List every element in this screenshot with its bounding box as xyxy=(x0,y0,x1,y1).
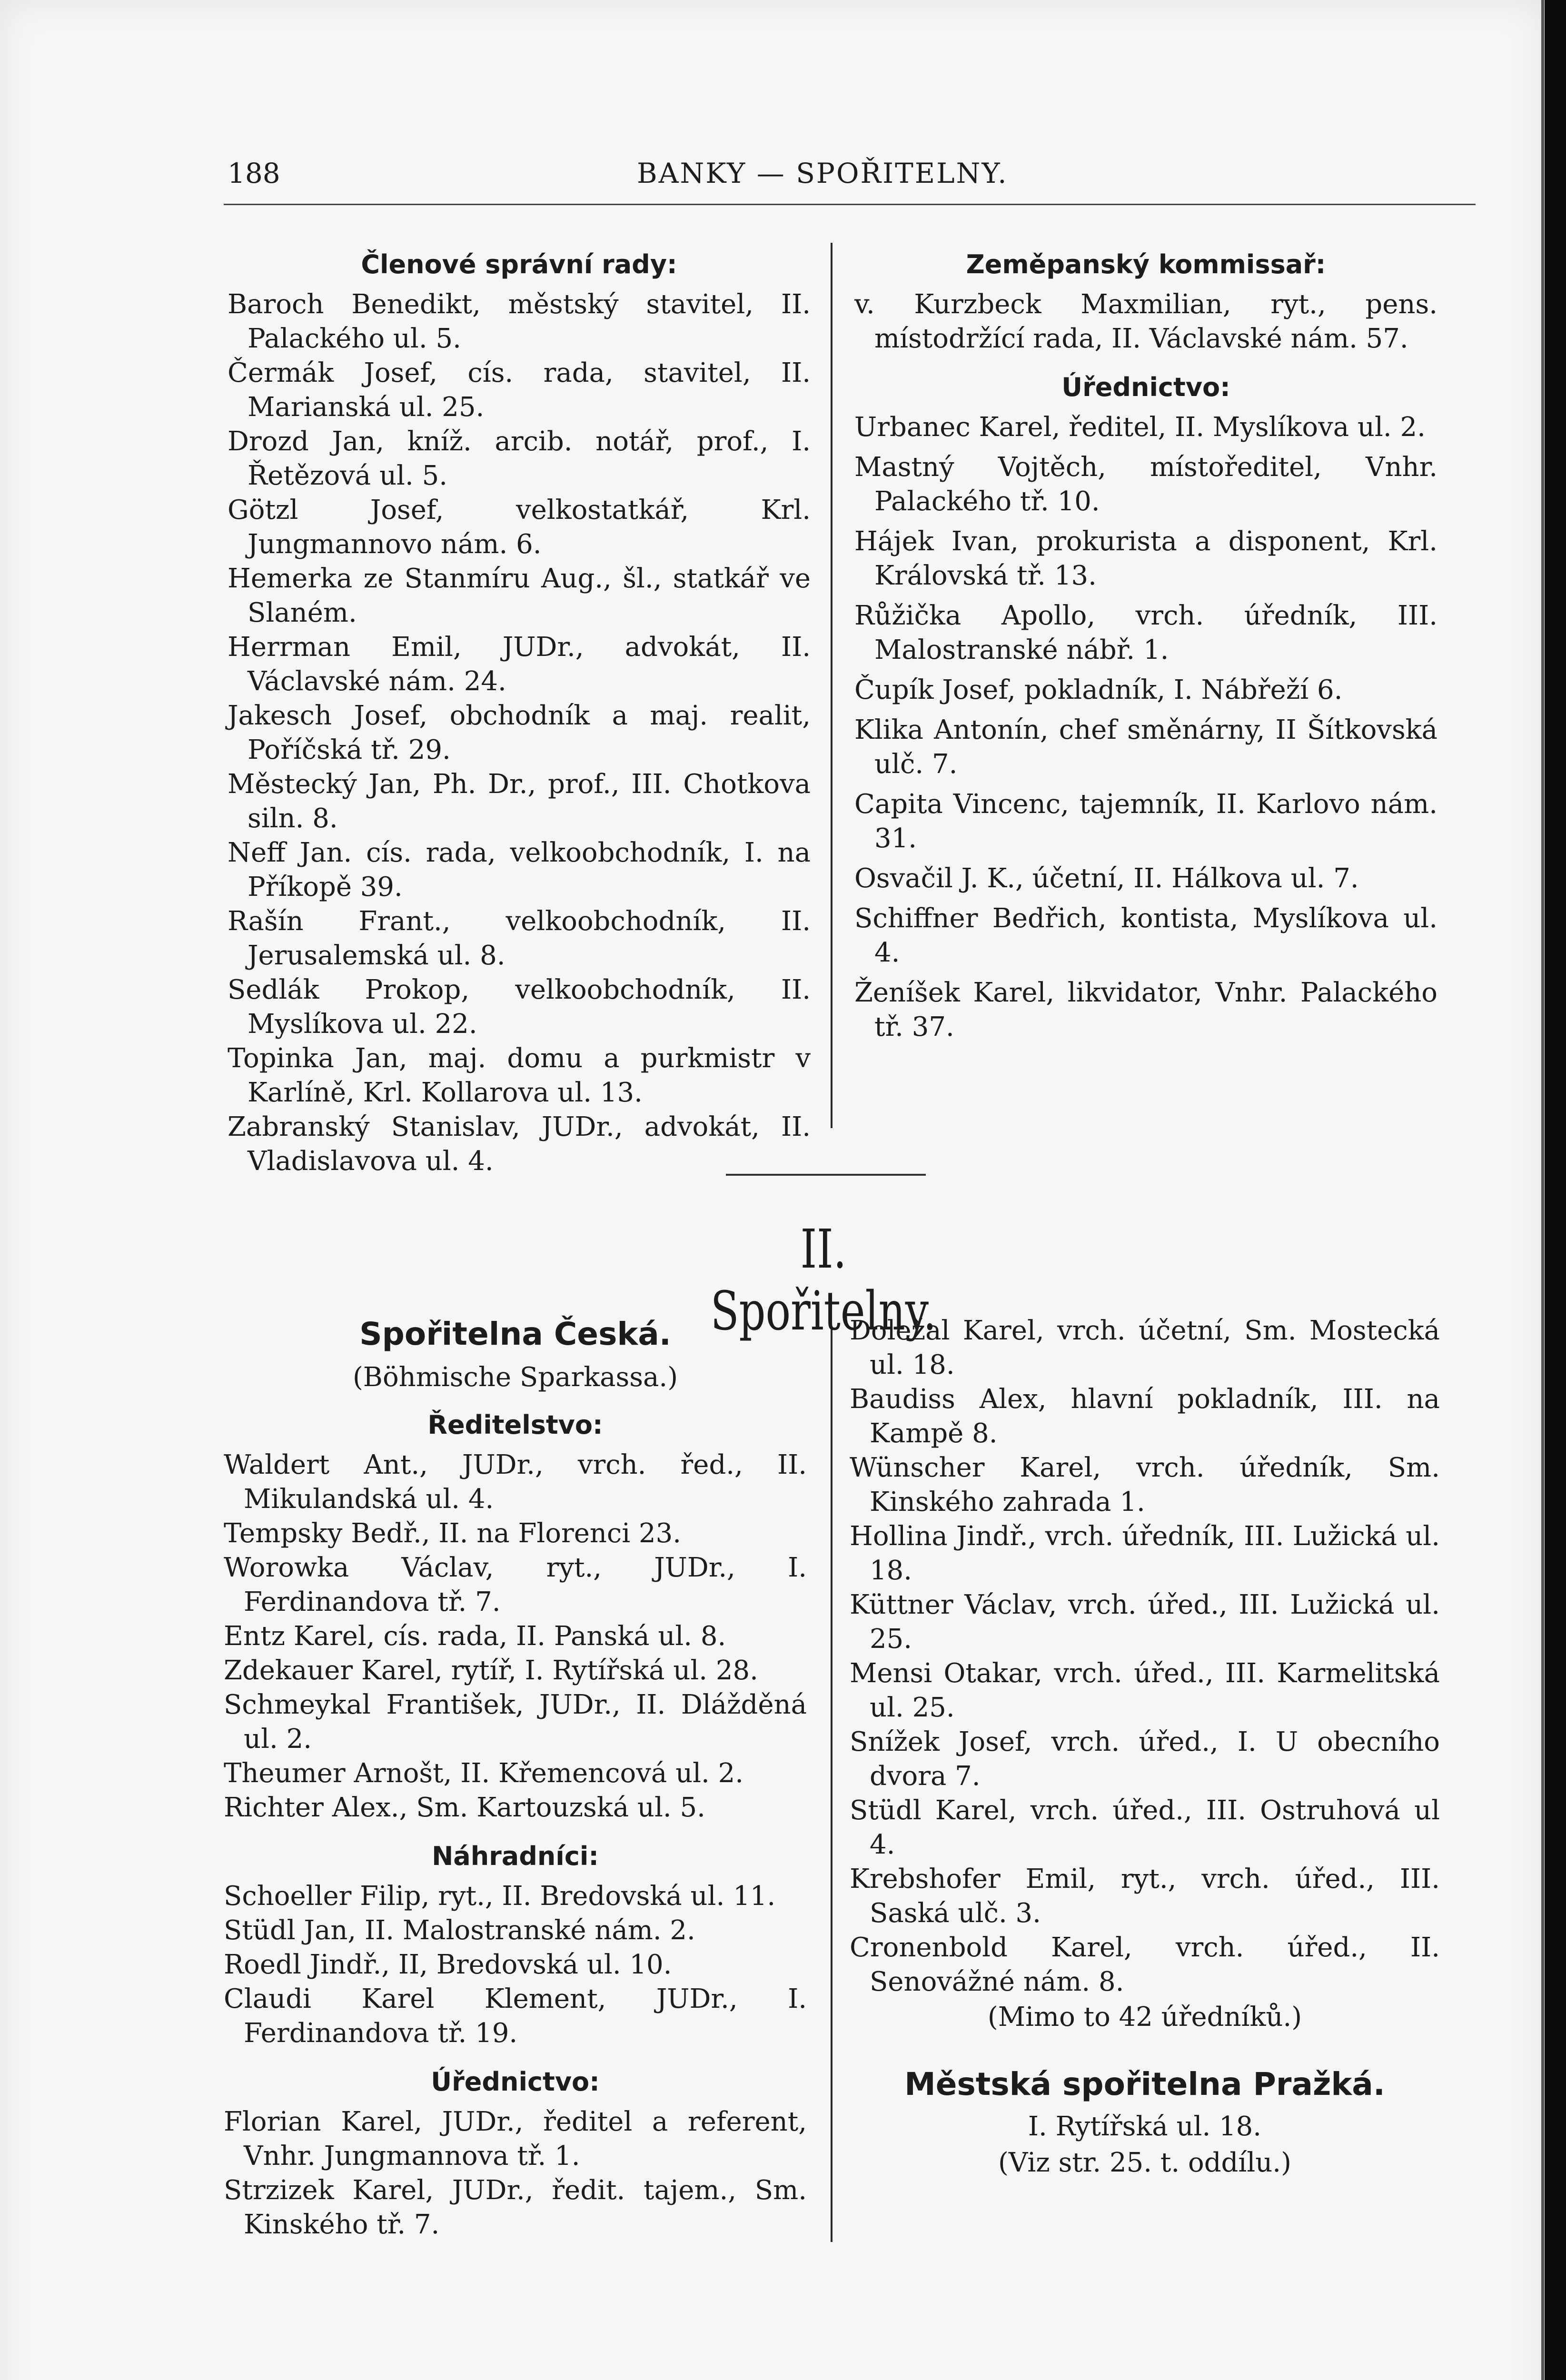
list-item: Jakesch Josef, obchodník a maj. realit, Poříčská tř. 29. xyxy=(228,700,811,765)
ceska-staff-continued-column xyxy=(850,1314,1440,2181)
list-item: Waldert Ant., JUDr., vrch. řed., II. Mikulandská ul. 4. xyxy=(224,1449,807,1515)
list-item: Roedl Jindř., II, Bredovská ul. 10. xyxy=(224,1949,672,1980)
list-item: Zabranský Stanislav, JUDr., advokát, II. Vladislavova ul. 4. xyxy=(228,1111,811,1177)
directorate-heading: Ředitelstvo: xyxy=(427,1410,603,1440)
staff-note: (Mimo to 42 úředníků.) xyxy=(987,2002,1302,2033)
list-item: Capita Vincenc, tajemník, II. Karlovo nám. 31. xyxy=(854,789,1437,854)
list-item: Mensi Otakar, vrch. úřed., III. Karmelitská ul. 25. xyxy=(850,1658,1440,1723)
board-heading: Členové správní rady: xyxy=(361,249,677,279)
institution-heading: Městská spořitelna Pražká. xyxy=(904,2066,1385,2102)
list-item: Claudi Karel Klement, JUDr., I. Ferdinandova tř. 19. xyxy=(224,1983,807,2049)
list-item: Doležal Karel, vrch. účetní, Sm. Mostecká ul. 18. xyxy=(850,1315,1440,1380)
list-item: Hollina Jindř., vrch. úředník, III. Lužická ul. 18. xyxy=(850,1521,1440,1586)
staff-heading: Úřednictvo: xyxy=(1061,372,1230,402)
list-item: Klika Antonín, chef směnárny, II Šítkovská ulč. 7. xyxy=(854,714,1437,780)
list-item: Sedlák Prokop, velkoobchodník, II. Myslíkova ul. 22. xyxy=(228,974,811,1040)
list-item: Cronenbold Karel, vrch. úřed., II. Senovážné nám. 8. xyxy=(850,1932,1440,1997)
scan-border xyxy=(1545,0,1566,2380)
list-item: Růžička Apollo, vrch. úředník, III. Malostranské nábř. 1. xyxy=(854,600,1437,665)
list-item: Stüdl Jan, II. Malostranské nám. 2. xyxy=(224,1915,695,1946)
list-item: Čermák Josef, cís. rada, stavitel, II. Marianská ul. 25. xyxy=(228,357,811,423)
list-item: Krebshofer Emil, ryt., vrch. úřed., III. Saská ulč. 3. xyxy=(850,1864,1440,1929)
list-item: Strzizek Karel, JUDr., ředit. tajem., Sm. Kinského tř. 7. xyxy=(224,2175,807,2240)
list-item: Neff Jan. cís. rada, velkoobchodník, I. na Příkopě 39. xyxy=(228,837,811,902)
list-item: Topinka Jan, maj. domu a purkmistr v Karlíně, Krl. Kollarova ul. 13. xyxy=(228,1043,811,1108)
list-item: Mastný Vojtěch, místoředitel, Vnhr. Palackého tř. 10. xyxy=(854,452,1437,517)
running-title: BANKY — SPOŘITELNY. xyxy=(637,157,1008,189)
list-item: Rašín Frant., velkoobchodník, II. Jerusalemská ul. 8. xyxy=(228,906,811,971)
list-item: Schmeykal František, JUDr., II. Dlážděná ul. 2. xyxy=(224,1689,807,1755)
commissioner-heading: Zeměpanský kommissař: xyxy=(966,249,1326,279)
list-item: Městecký Jan, Ph. Dr., prof., III. Chotkova siln. 8. xyxy=(228,769,811,834)
column-divider-top xyxy=(831,243,833,1128)
list-item: Čupík Josef, pokladník, I. Nábřeží 6. xyxy=(854,674,1343,705)
staff-heading: Úřednictvo: xyxy=(431,2067,600,2097)
list-item: Schiffner Bedřich, kontista, Myslíkova ul. 4. xyxy=(854,903,1437,968)
column-divider-bottom xyxy=(831,1328,833,2242)
header-rule xyxy=(224,204,1476,205)
list-item: Worowka Václav, ryt., JUDr., I. Ferdinandova tř. 7. xyxy=(224,1552,807,1617)
page-edge-shadow xyxy=(1541,0,1544,2380)
list-item: Herrman Emil, JUDr., advokát, II. Václavské nám. 24. xyxy=(228,632,811,697)
list-item: Tempsky Bedř., II. na Florenci 23. xyxy=(224,1518,682,1549)
list-item: Stüdl Karel, vrch. úřed., III. Ostruhová ul 4. xyxy=(850,1795,1440,1860)
list-item: Baroch Benedikt, městský stavitel, II. Palackého ul. 5. xyxy=(228,289,811,354)
list-item: Baudiss Alex, hlavní pokladník, III. na Kampě 8. xyxy=(850,1384,1440,1449)
page-header xyxy=(228,157,1041,195)
institution-subheading: (Böhmische Sparkassa.) xyxy=(352,1362,678,1393)
list-item: Entz Karel, cís. rada, II. Panská ul. 8. xyxy=(224,1621,726,1652)
list-item: Snížek Josef, vrch. úřed., I. U obecního dvora 7. xyxy=(850,1726,1440,1792)
list-item: Richter Alex., Sm. Kartouzská ul. 5. xyxy=(224,1792,705,1823)
list-item: Wünscher Karel, vrch. úředník, Sm. Kinského zahrada 1. xyxy=(850,1452,1440,1517)
list-item: Osvačil J. K., účetní, II. Hálkova ul. 7. xyxy=(854,863,1359,894)
list-item: Hájek Ivan, prokurista a disponent, Krl. Královská tř. 13. xyxy=(854,526,1437,591)
list-item: Theumer Arnošt, II. Křemencová ul. 2. xyxy=(224,1758,744,1789)
commissioner-entry: v. Kurzbeck Maxmilian, ryt., pens. místodržící rada, II. Václavské nám. 57. xyxy=(854,289,1437,354)
list-item: Drozd Jan, kníž. arcib. notář, prof., I. Řetězová ul. 5. xyxy=(228,426,811,491)
list-item: Küttner Václav, vrch. úřed., III. Lužická ul. 25. xyxy=(850,1589,1440,1655)
institution-address: I. Rytířská ul. 18. xyxy=(1028,2111,1262,2142)
commissioner-staff-column xyxy=(854,248,1437,1050)
list-item: Zdekauer Karel, rytíř, I. Rytířská ul. 28. xyxy=(224,1655,758,1686)
list-item: Schoeller Filip, ryt., II. Bredovská ul. 11. xyxy=(224,1881,776,1912)
cross-reference: (Viz str. 25. t. oddílu.) xyxy=(998,2147,1291,2178)
list-item: Hemerka ze Stanmíru Aug., šl., statkář ve Slaném. xyxy=(228,563,811,628)
list-item: Florian Karel, JUDr., ředitel a referent, Vnhr. Jungmannova tř. 1. xyxy=(224,2106,807,2172)
list-item: Götzl Josef, velkostatkář, Krl. Jungmannovo nám. 6. xyxy=(228,495,811,560)
institution-heading: Spořitelna Česká. xyxy=(359,1316,671,1352)
list-item: Urbanec Karel, ředitel, II. Myslíkova ul. 2. xyxy=(854,412,1426,443)
list-item: Ženíšek Karel, likvidator, Vnhr. Palackého tř. 37. xyxy=(854,977,1437,1042)
page-number: 188 xyxy=(228,157,280,189)
board-members-column xyxy=(228,248,811,1179)
section-title: II. Spořitelny. xyxy=(710,1219,937,1342)
ceska-sporitelna-column xyxy=(224,1314,807,2242)
substitutes-heading: Náhradníci: xyxy=(432,1841,599,1871)
